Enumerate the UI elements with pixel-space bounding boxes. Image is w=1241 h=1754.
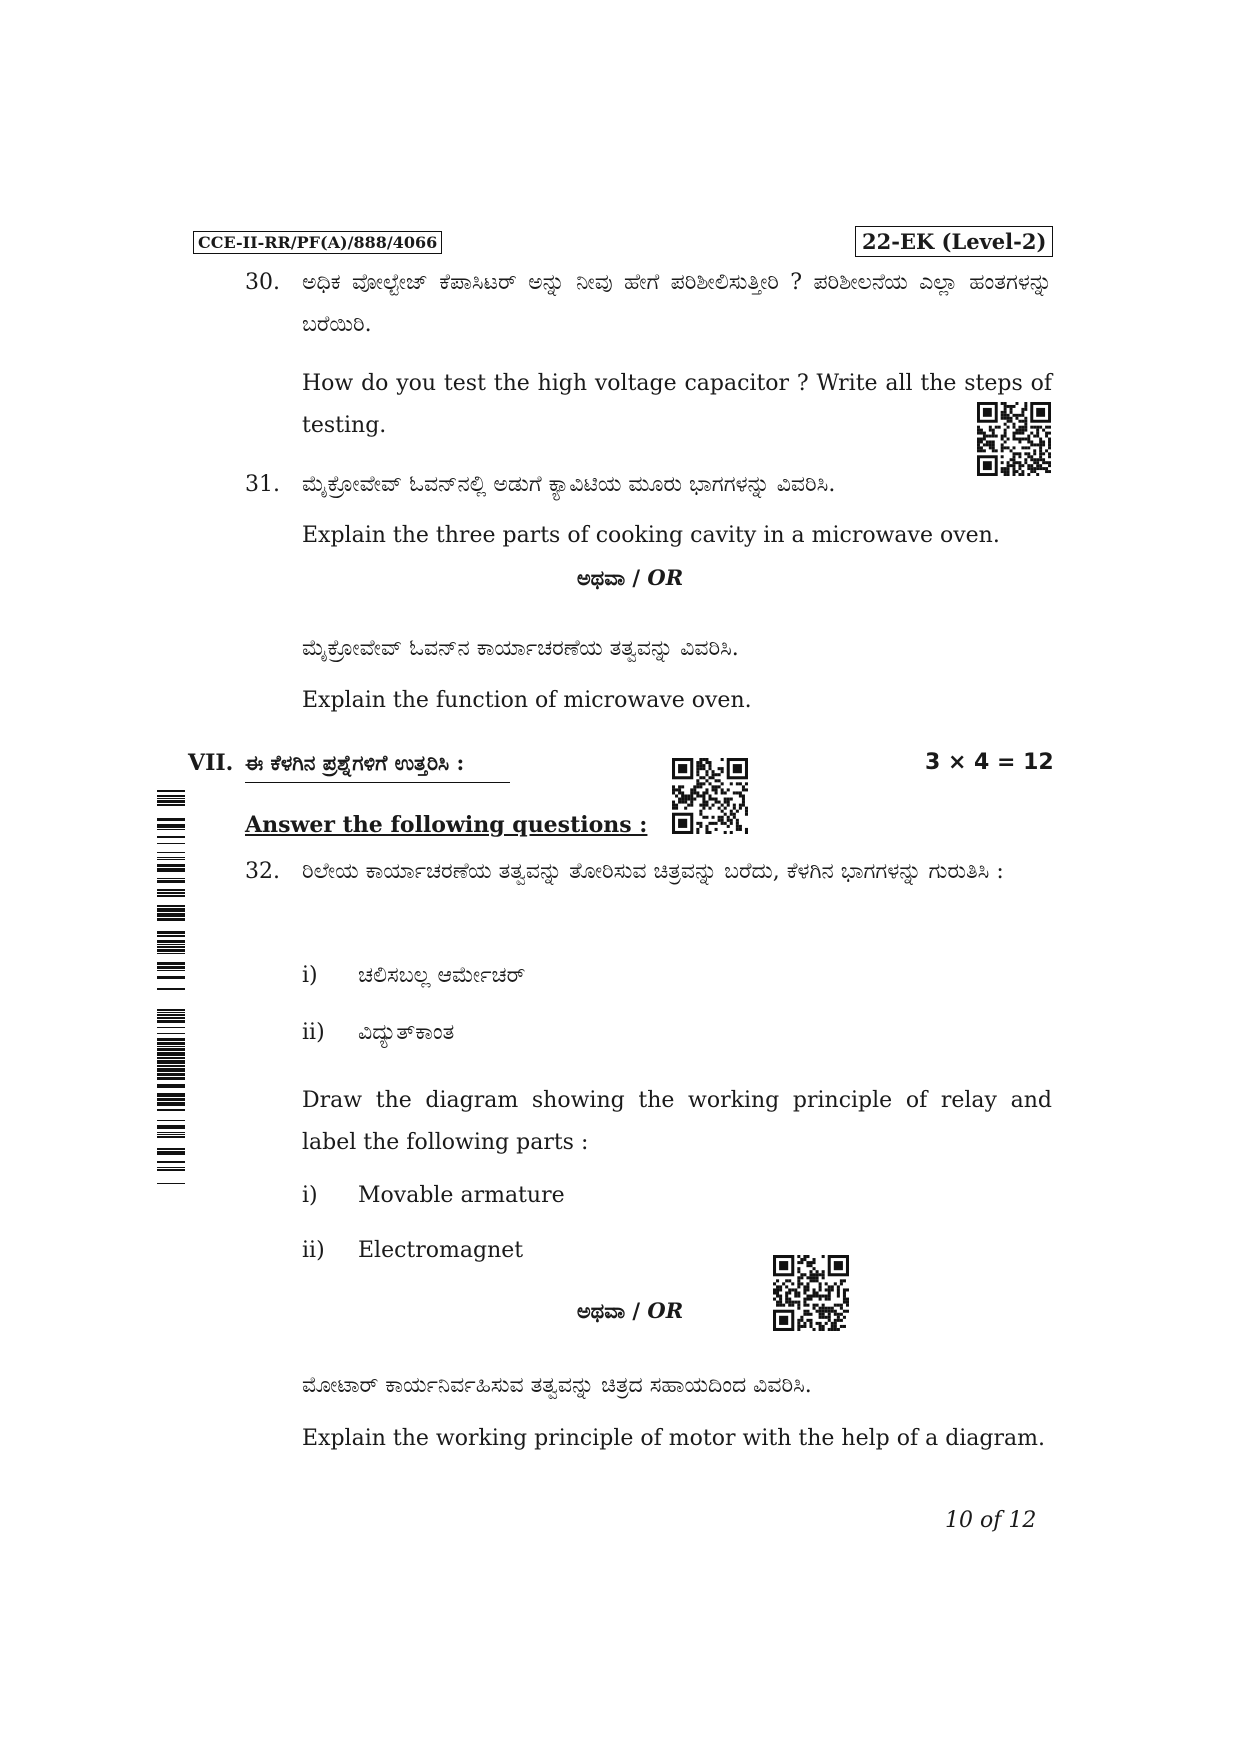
- q32-or: [500, 1298, 760, 1324]
- qr-code-3: [773, 1255, 849, 1331]
- q32-en-item-2: Electromagnet: [358, 1238, 524, 1263]
- barcode: [157, 790, 185, 1185]
- or-sep: /: [625, 565, 648, 590]
- level-code: 22-EK (Level-2): [855, 226, 1053, 257]
- q32-en-item-1: Movable armature: [358, 1183, 565, 1208]
- section-marks: 3 × 4 = 12: [925, 750, 1054, 775]
- q32-en-item-2-label: ii): [302, 1238, 325, 1263]
- q32-kn-item-1: ಚಲಿಸಬಲ್ಲ ಆರ್ಮೇಚರ್: [358, 963, 526, 988]
- q32-kn-item-2: ವಿದ್ಯುತ್‌ಕಾಂತ: [358, 1020, 455, 1045]
- or-english: OR: [647, 1298, 684, 1323]
- q31-number: 31.: [245, 472, 280, 497]
- q31-english: Explain the three parts of cooking cavity in a microwave oven.: [302, 523, 1000, 548]
- q32-alt-kannada: ಮೋಟಾರ್ ಕಾರ್ಯನಿರ್ವಹಿಸುವ ತತ್ವವನ್ನು ಚಿತ್ರದ ಸಹಾಯದಿಂದ ವಿವರಿಸಿ.: [302, 1373, 812, 1398]
- q32-number: 32.: [245, 859, 280, 884]
- q31-or: [500, 565, 760, 591]
- or-kannada: ಅಥವಾ: [576, 1298, 626, 1323]
- q31-alt-english: Explain the function of microwave oven.: [302, 688, 752, 713]
- qr-code-2: [672, 758, 748, 834]
- q30-number: 30.: [245, 270, 280, 295]
- q32-en-item-1-label: i): [302, 1183, 318, 1208]
- or-english: OR: [647, 565, 684, 590]
- q32-kn-item-1-label: i): [302, 963, 318, 988]
- section-title-kannada: ಈ ಕೆಳಗಿನ ಪ್ರಶ್ನೆಗಳಿಗೆ ಉತ್ತರಿಸಿ :: [245, 750, 510, 783]
- q32-kannada: ರಿಲೇಯ ಕಾರ್ಯಾಚರಣೆಯ ತತ್ವವನ್ನು ತೋರಿಸುವ ಚಿತ್ರವನ್ನು ಬರೆದು, ಕೆಳಗಿನ ಭಾಗಗಳನ್ನು ಗುರುತಿಸಿ :: [302, 859, 1004, 884]
- q30-kannada: ಅಧಿಕ ವೋಲ್ಟೇಜ್ ಕೆಪಾಸಿಟರ್ ಅನ್ನು ನೀವು ಹೇಗೆ ಪರಿಶೀಲಿಸುತ್ತೀರಿ ? ಪರಿಶೀಲನೆಯ ಎಲ್ಲಾ ಹಂತಗಳನ್ನು ಬರೆಯಿರಿ.: [302, 270, 1052, 337]
- q30-english: How do you test the high voltage capacitor ? Write all the steps of testing.: [302, 371, 1052, 438]
- q31-kannada: ಮೈಕ್ರೋವೇವ್ ಓವನ್‌ನಲ್ಲಿ ಅಡುಗೆ ಕ್ಯಾವಿಟಿಯ ಮೂರು ಭಾಗಗಳನ್ನು ವಿವರಿಸಿ.: [302, 472, 836, 497]
- q32-english: Draw the diagram showing the working principle of relay and label the following parts :: [302, 1088, 1052, 1155]
- q31-alt-kannada: ಮೈಕ್ರೋವೇವ್ ಓವನ್‌ನ ಕಾರ್ಯಾಚರಣೆಯ ತತ್ವವನ್ನು ವಿವರಿಸಿ.: [302, 636, 739, 661]
- paper-code: CCE-II-RR/PF(A)/888/4066: [193, 231, 442, 254]
- or-sep: /: [625, 1298, 648, 1323]
- qr-code-1: [977, 402, 1051, 476]
- q32-alt-english: Explain the working principle of motor with the help of a diagram.: [302, 1426, 1045, 1451]
- page-number: [945, 1508, 1036, 1533]
- page-of: of: [980, 1508, 1002, 1533]
- q32-kn-item-2-label: ii): [302, 1020, 325, 1045]
- page-total: 12: [1008, 1508, 1037, 1533]
- page-num: 10: [945, 1508, 973, 1533]
- or-kannada: ಅಥವಾ: [576, 565, 626, 590]
- section-roman: VII.: [188, 750, 234, 776]
- section-title-english: Answer the following questions :: [245, 812, 648, 838]
